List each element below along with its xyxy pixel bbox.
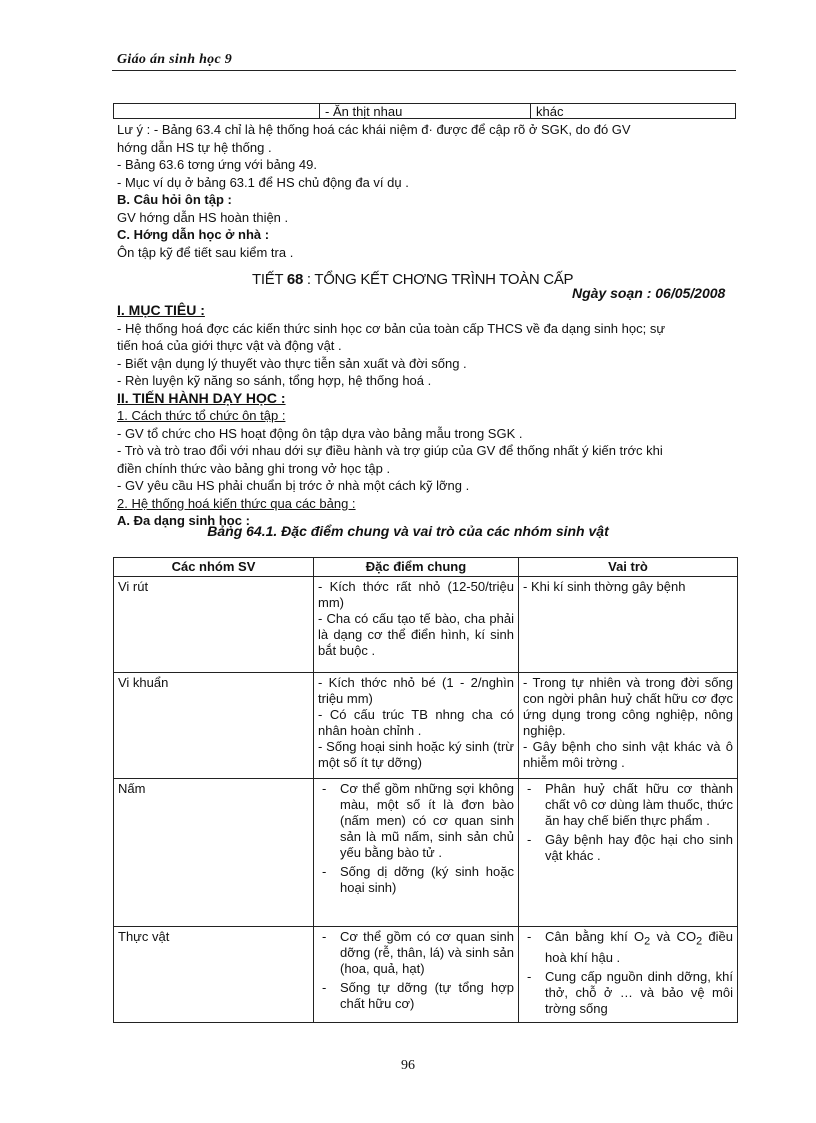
lesson-title xyxy=(252,271,573,288)
procedure-line: - GV tổ chức cho HS hoạt động ôn tập dựa vào bảng mẫu trong SGK . xyxy=(117,425,523,441)
role-text: Cân bằng khí O xyxy=(545,929,645,944)
subscript: 2 xyxy=(644,935,651,948)
header-rule xyxy=(112,70,736,71)
subscript: 2 xyxy=(696,935,703,948)
role-item: - Trong tự nhiên và trong đời sống con ngời phân huỷ chất hữu cơ đợc ứng dụng trong công nghiệp, nông nghiệp. xyxy=(523,675,733,738)
fragment-cell-2: - Ăn thịt nhau xyxy=(320,104,531,118)
lesson-number: 68 xyxy=(286,271,303,288)
section-c-heading: C. Hớng dẫn học ở nhà : xyxy=(117,227,270,242)
table-header-row xyxy=(114,558,738,577)
group-cell: Vi khuẩn xyxy=(114,673,314,779)
fragment-cell-1 xyxy=(114,104,320,118)
feature-item: - Kích thớc nhỏ bé (1 - 2/nghìn triệu mm) xyxy=(318,675,514,706)
lesson-title-prefix: TIẾT xyxy=(252,271,284,288)
objective-line: tiến hoá của giới thực vật và động vật . xyxy=(117,338,342,353)
feature-item: - Có cấu trúc TB nhng cha có nhân hoàn chỉnh . xyxy=(318,707,514,738)
section-c-text: Ôn tập kỹ để tiết sau kiểm tra . xyxy=(117,244,294,260)
procedure-heading: II. TIẾN HÀNH DẠY HỌC : xyxy=(117,389,286,406)
group-cell: Thực vật xyxy=(114,927,314,1023)
feature-item: - Cha có cấu tạo tế bào, cha phải là dạng cơ thể điển hình, kí sinh bắt buộc . xyxy=(318,611,514,658)
procedure-line: điền chính thức vào bảng ghi trong vở học tập . xyxy=(117,460,391,476)
role-item: - Gây bệnh cho sinh vật khác và ô nhiễm môi trờng . xyxy=(523,739,733,770)
feature-item: - Cơ thể gồm những sợi không màu, một số ít là đơn bào (nấm men) có cơ quan sinh sản là mũ nấm, sinh sản chủ yếu bằng bào tử . xyxy=(340,781,514,861)
objective-line: - Hệ thống hoá đợc các kiến thức sinh học cơ bản của toàn cấp THCS về đa dạng sinh học; sự xyxy=(117,320,666,336)
section-b-heading: B. Câu hỏi ôn tập : xyxy=(117,192,232,207)
feature-item: - Cơ thể gồm có cơ quan sinh dỡng (rễ, thân, lá) và sinh sản (hoa, quả, hạt) xyxy=(340,929,514,977)
table-row xyxy=(114,673,738,779)
objective-line: - Biết vận dụng lý thuyết vào thực tiễn sản xuất và đời sống . xyxy=(117,355,467,371)
section-b-text: GV hớng dẫn HS hoàn thiện . xyxy=(117,209,289,225)
biodiversity-heading: A. Đa dạng sinh học : xyxy=(117,513,250,528)
roles-cell xyxy=(519,927,738,1023)
feature-item: - Sống tự dỡng (tự tổng hợp chất hữu cơ) xyxy=(340,980,514,1012)
note-line: - Mục ví dụ ở bảng 63.1 để HS chủ động đa ví dụ . xyxy=(117,174,409,190)
role-item: - Cung cấp nguồn dinh dỡng, khí thở, chỗ ở … và bảo vệ môi trờng sống xyxy=(545,969,733,1017)
procedure-line: - GV yêu cầu HS phải chuẩn bị trớc ở nhà một cách kỹ lỡng . xyxy=(117,478,470,493)
header-features: Đặc điểm chung xyxy=(314,558,519,577)
group-cell: Vi rút xyxy=(114,577,314,673)
group-cell: Nấm xyxy=(114,779,314,927)
role-text: điều hoà khí hậu . xyxy=(545,929,733,965)
role-item: - Phân huỷ chất hữu cơ thành chất vô cơ dùng làm thuốc, thức ăn hay chế biến thực phẩm . xyxy=(545,781,733,829)
features-cell xyxy=(314,779,519,927)
role-text: và CO xyxy=(650,929,697,944)
feature-item: - Kích thớc rất nhỏ (12-50/triệu mm) xyxy=(318,579,514,610)
role-item xyxy=(545,929,733,966)
previous-table-fragment xyxy=(113,103,736,119)
procedure-line: - Trò và trò trao đổi với nhau dới sự điều hành và trợ giúp của GV để thống nhất ý kiến trớc khi xyxy=(117,443,663,458)
prepared-date: Ngày soạn : 06/05/2008 xyxy=(572,285,726,301)
note-line: Lư ý : - Bảng 63.4 chỉ là hệ thống hoá các khái niệm đ· được để cập rõ ở SGK, do đó GV xyxy=(117,122,631,137)
feature-item: - Sống hoại sinh hoặc ký sinh (trừ một số ít tự dỡng) xyxy=(318,739,514,770)
notes-block xyxy=(117,121,737,261)
note-line: - Bảng 63.6 tơng ứng với bảng 49. xyxy=(117,157,317,172)
feature-item: - Sống dị dỡng (ký sinh hoặc hoại sinh) xyxy=(340,864,514,896)
note-line: hớng dẫn HS tự hệ thống . xyxy=(117,139,272,155)
role-item: - Gây bệnh hay độc hại cho sinh vật khác . xyxy=(545,832,733,864)
table-row xyxy=(114,577,738,673)
objectives-heading: I. MỤC TIÊU : xyxy=(117,302,205,318)
lesson-body xyxy=(117,302,737,530)
procedure-subheading-2: 2. Hệ thống hoá kiến thức qua các bảng : xyxy=(117,495,356,511)
features-cell xyxy=(314,673,519,779)
roles-cell xyxy=(519,779,738,927)
role-item: - Khi kí sinh thờng gây bệnh xyxy=(523,579,686,594)
roles-cell xyxy=(519,673,738,779)
features-cell xyxy=(314,577,519,673)
table-caption: Bảng 64.1. Đặc điểm chung và vai trò của các nhóm sinh vật xyxy=(207,523,609,539)
table-row xyxy=(114,927,738,1023)
lesson-title-rest: : TỔNG KẾT CHƠNG TRÌNH TOÀN CẤP xyxy=(303,271,574,288)
header-group: Các nhóm SV xyxy=(114,558,314,577)
fragment-cell-3: khác xyxy=(536,104,564,118)
roles-cell xyxy=(519,577,738,673)
features-cell xyxy=(314,927,519,1023)
procedure-subheading-1: 1. Cách thức tổ chức ôn tập : xyxy=(117,408,286,423)
header-roles: Vai trò xyxy=(519,558,738,577)
organism-groups-table xyxy=(113,557,738,1023)
table-row xyxy=(114,779,738,927)
page-number: 96 xyxy=(401,1058,415,1073)
objective-line: - Rèn luyện kỹ năng so sánh, tổng hợp, hệ thống hoá . xyxy=(117,373,432,388)
running-header: Giáo án sinh học 9 xyxy=(117,52,233,67)
